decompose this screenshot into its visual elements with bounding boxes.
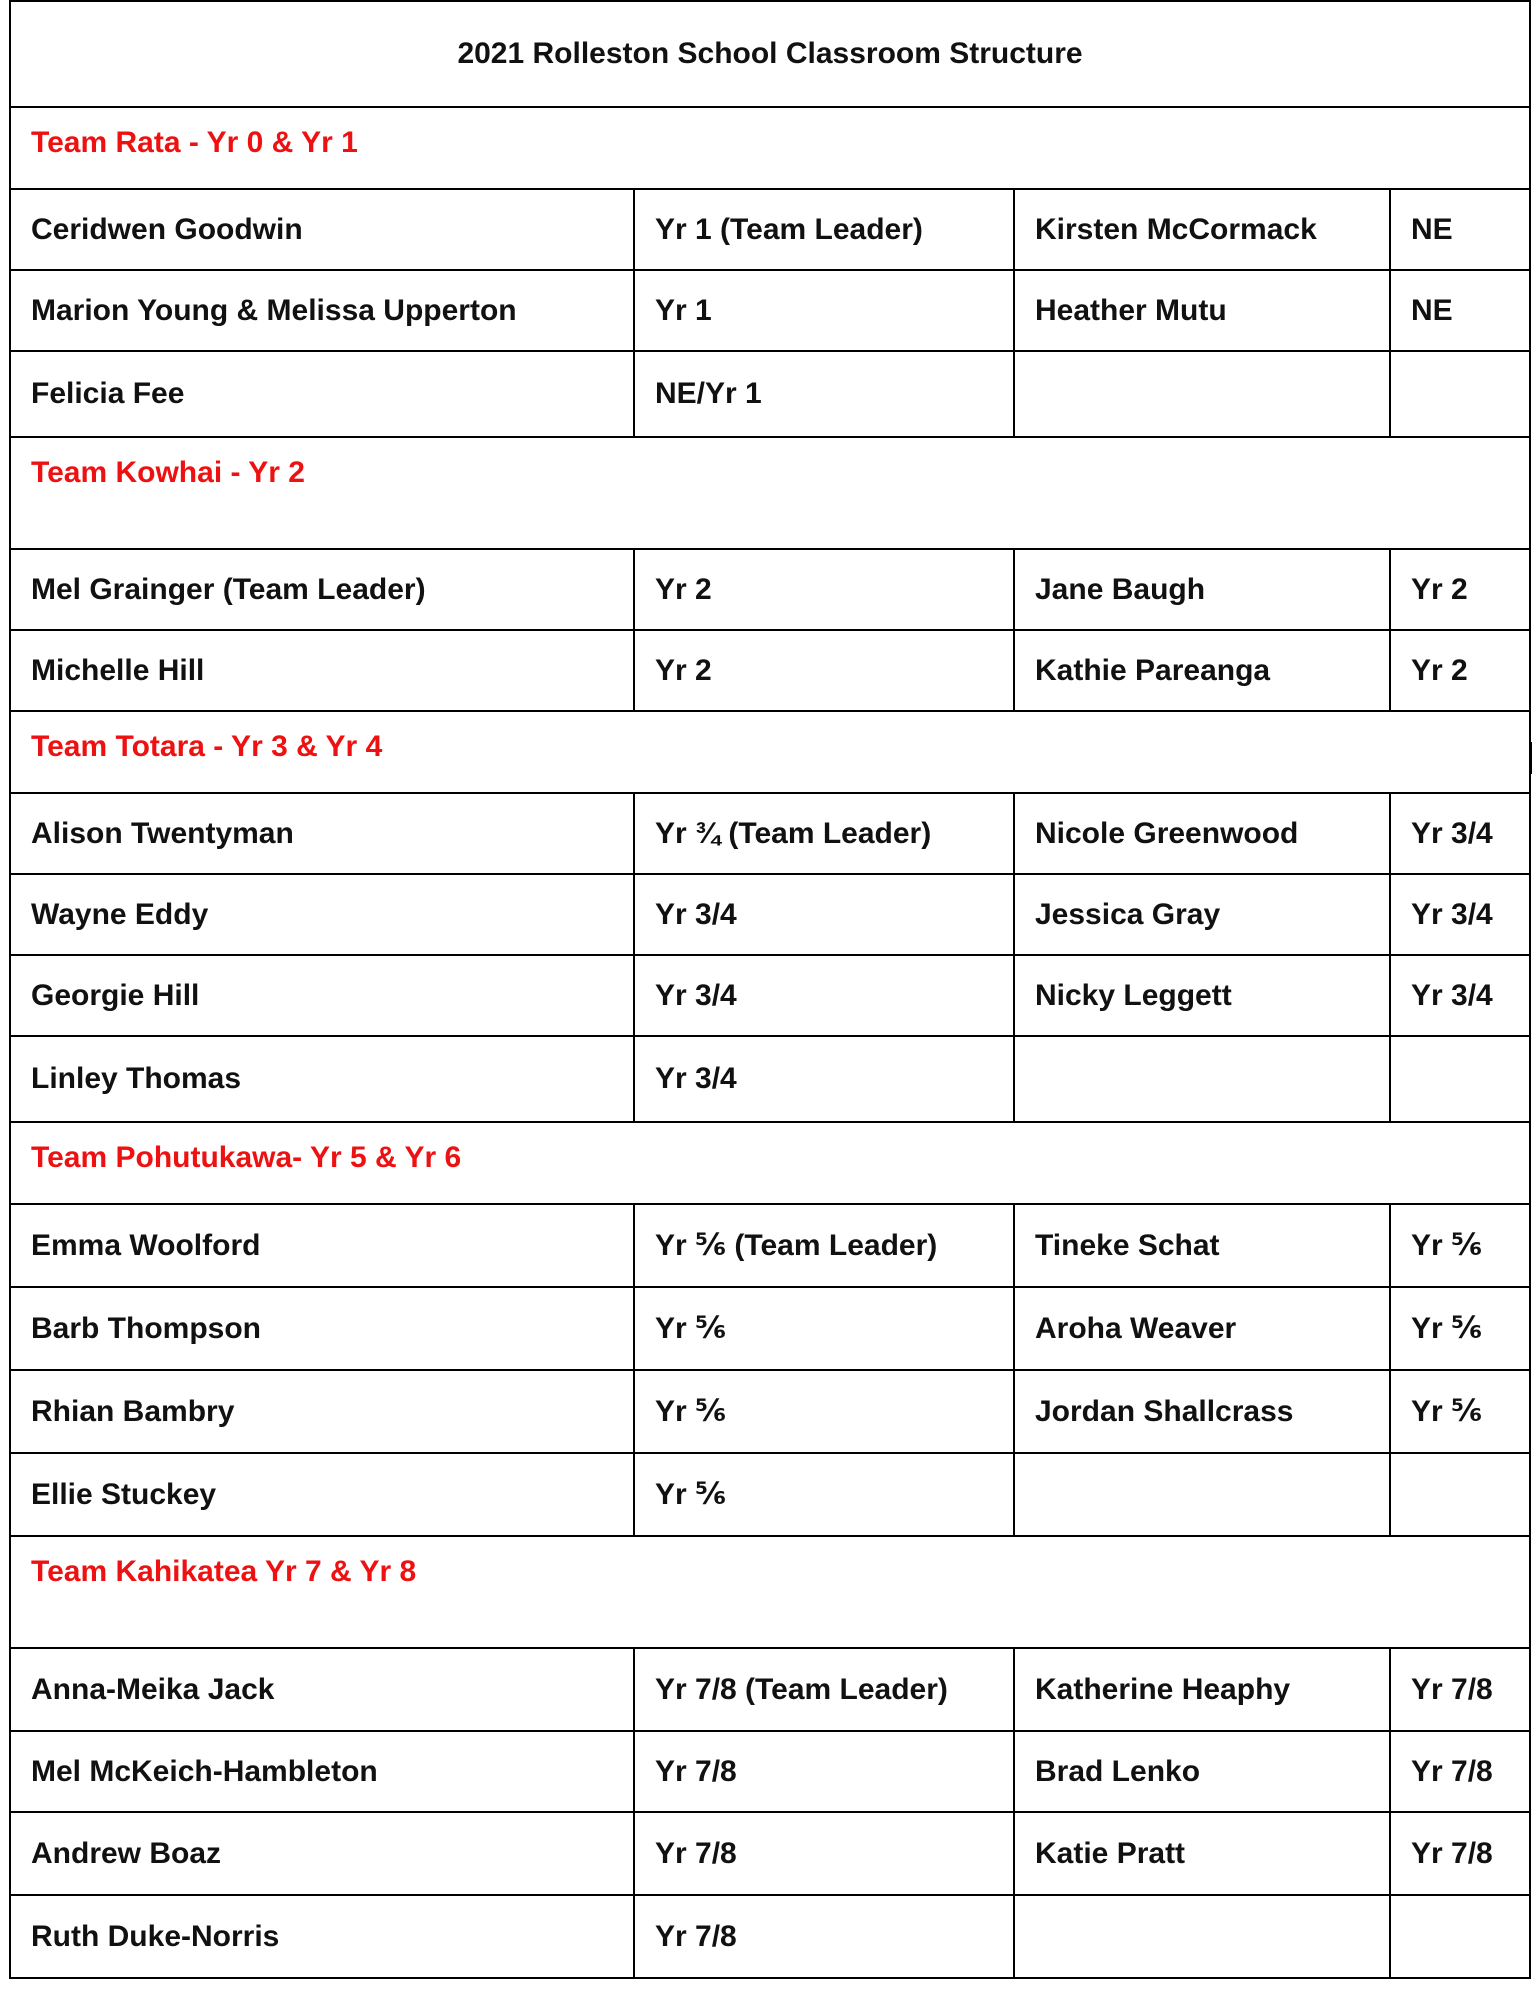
- class-level: Yr ⅚: [1390, 1204, 1530, 1287]
- class-level: [1390, 1453, 1530, 1536]
- class-level: Yr 3/4: [1390, 955, 1530, 1036]
- teacher-name: Jessica Gray: [1014, 874, 1390, 955]
- class-level: NE: [1390, 189, 1530, 270]
- class-level: Yr ⅚: [634, 1287, 1014, 1370]
- teacher-name: Kirsten McCormack: [1014, 189, 1390, 270]
- team-heading-rata: Team Rata - Yr 0 & Yr 1: [10, 107, 1530, 189]
- class-level: Yr 2: [1390, 630, 1530, 711]
- teacher-name: Mel Grainger (Team Leader): [10, 549, 634, 630]
- class-level: Yr 3/4: [1390, 874, 1530, 955]
- teacher-name: Felicia Fee: [10, 351, 634, 437]
- classroom-structure-table: [9, 0, 1531, 1979]
- class-level: Yr 1 (Team Leader): [634, 189, 1014, 270]
- class-level: Yr 3/4: [1390, 793, 1530, 874]
- class-level: Yr 2: [634, 630, 1014, 711]
- team-heading-kahikatea: Team Kahikatea Yr 7 & Yr 8: [10, 1536, 1530, 1648]
- class-level: [1390, 1895, 1530, 1978]
- title-row: [10, 1, 1530, 107]
- teacher-name: Barb Thompson: [10, 1287, 634, 1370]
- team-heading-row: [10, 711, 1530, 793]
- table-row: [10, 630, 1530, 711]
- team-heading-totara: Team Totara - Yr 3 & Yr 4: [10, 711, 1530, 793]
- document-title: 2021 Rolleston School Classroom Structure: [10, 1, 1530, 107]
- teacher-name: Nicole Greenwood: [1014, 793, 1390, 874]
- class-level: NE/Yr 1: [634, 351, 1014, 437]
- teacher-name: [1014, 1036, 1390, 1122]
- team-heading-row: [10, 437, 1530, 549]
- teacher-name: Emma Woolford: [10, 1204, 634, 1287]
- class-level: Yr ¾ (Team Leader): [634, 793, 1014, 874]
- teacher-name: Katherine Heaphy: [1014, 1648, 1390, 1731]
- teacher-name: Jordan Shallcrass: [1014, 1370, 1390, 1453]
- teacher-name: Heather Mutu: [1014, 270, 1390, 351]
- teacher-name: Katie Pratt: [1014, 1812, 1390, 1895]
- class-level: Yr ⅚: [634, 1370, 1014, 1453]
- teacher-name: Andrew Boaz: [10, 1812, 634, 1895]
- table-row: [10, 1812, 1530, 1895]
- text-cursor: [1530, 742, 1532, 774]
- table-row: [10, 189, 1530, 270]
- class-level: Yr 7/8: [634, 1731, 1014, 1812]
- teacher-name: Brad Lenko: [1014, 1731, 1390, 1812]
- team-heading-row: [10, 1122, 1530, 1204]
- teacher-name: [1014, 1895, 1390, 1978]
- table-row: [10, 270, 1530, 351]
- table-row: [10, 793, 1530, 874]
- class-level: Yr 3/4: [634, 1036, 1014, 1122]
- table-row: [10, 874, 1530, 955]
- table-row: [10, 549, 1530, 630]
- teacher-name: Kathie Pareanga: [1014, 630, 1390, 711]
- table-row: [10, 1204, 1530, 1287]
- table-row: [10, 955, 1530, 1036]
- table-row: [10, 1036, 1530, 1122]
- teacher-name: Marion Young & Melissa Upperton: [10, 270, 634, 351]
- teacher-name: Aroha Weaver: [1014, 1287, 1390, 1370]
- teacher-name: Rhian Bambry: [10, 1370, 634, 1453]
- teacher-name: Anna-Meika Jack: [10, 1648, 634, 1731]
- teacher-name: [1014, 1453, 1390, 1536]
- class-level: Yr 7/8: [634, 1895, 1014, 1978]
- table-row: [10, 1287, 1530, 1370]
- teacher-name: Mel McKeich-Hambleton: [10, 1731, 634, 1812]
- class-level: Yr 1: [634, 270, 1014, 351]
- teacher-name: Alison Twentyman: [10, 793, 634, 874]
- class-level: Yr 2: [634, 549, 1014, 630]
- table-row: [10, 1370, 1530, 1453]
- class-level: Yr ⅚: [634, 1453, 1014, 1536]
- class-level: [1390, 1036, 1530, 1122]
- team-heading-kowhai: Team Kowhai - Yr 2: [10, 437, 1530, 549]
- table-row: [10, 1895, 1530, 1978]
- teacher-name: Ruth Duke-Norris: [10, 1895, 634, 1978]
- class-level: Yr ⅚: [1390, 1370, 1530, 1453]
- table-row: [10, 1453, 1530, 1536]
- teacher-name: Ellie Stuckey: [10, 1453, 634, 1536]
- table-row: [10, 351, 1530, 437]
- table-row: [10, 1731, 1530, 1812]
- teacher-name: Ceridwen Goodwin: [10, 189, 634, 270]
- class-level: Yr 3/4: [634, 955, 1014, 1036]
- class-level: NE: [1390, 270, 1530, 351]
- class-level: Yr 7/8: [1390, 1648, 1530, 1731]
- team-heading-pohutukawa: Team Pohutukawa- Yr 5 & Yr 6: [10, 1122, 1530, 1204]
- class-level: Yr 7/8: [1390, 1812, 1530, 1895]
- class-level: Yr ⅚: [1390, 1287, 1530, 1370]
- teacher-name: Linley Thomas: [10, 1036, 634, 1122]
- class-level: Yr 2: [1390, 549, 1530, 630]
- team-heading-row: [10, 1536, 1530, 1648]
- teacher-name: Georgie Hill: [10, 955, 634, 1036]
- teacher-name: Michelle Hill: [10, 630, 634, 711]
- team-heading-row: [10, 107, 1530, 189]
- teacher-name: Tineke Schat: [1014, 1204, 1390, 1287]
- teacher-name: Wayne Eddy: [10, 874, 634, 955]
- class-level: Yr 7/8: [1390, 1731, 1530, 1812]
- class-level: Yr 7/8: [634, 1812, 1014, 1895]
- table-row: [10, 1648, 1530, 1731]
- class-level: Yr 3/4: [634, 874, 1014, 955]
- class-level: Yr 7/8 (Team Leader): [634, 1648, 1014, 1731]
- teacher-name: Nicky Leggett: [1014, 955, 1390, 1036]
- teacher-name: Jane Baugh: [1014, 549, 1390, 630]
- class-level: [1390, 351, 1530, 437]
- class-level: Yr ⅚ (Team Leader): [634, 1204, 1014, 1287]
- teacher-name: [1014, 351, 1390, 437]
